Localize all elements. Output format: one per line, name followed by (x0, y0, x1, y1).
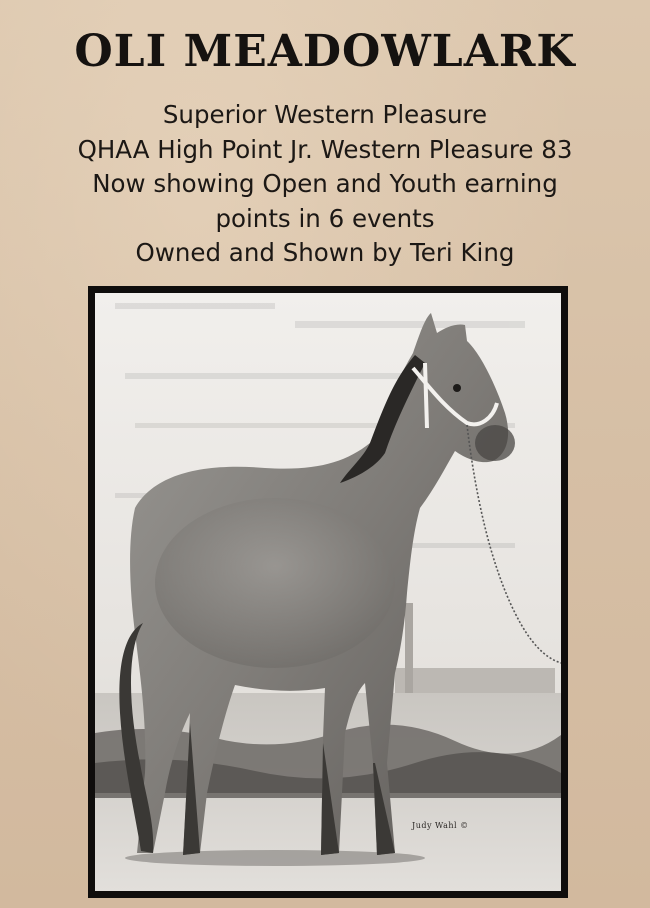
ad-description (0, 98, 650, 271)
ad-line-5: Owned and Shown by Teri King (135, 238, 515, 267)
ad-line-1: Superior Western Pleasure (162, 100, 488, 129)
horse-name-title: OLI MEADOWLARK (74, 26, 576, 77)
photo-frame (88, 286, 568, 898)
horse-photo (95, 293, 561, 891)
photographer-signature: Judy Wahl © (412, 821, 469, 830)
ad-line-3: Now showing Open and Youth earning (92, 169, 558, 198)
ad-line-2: QHAA High Point Jr. Western Pleasure 83 (77, 134, 573, 164)
ad-line-4: points in 6 events (215, 203, 435, 233)
horse-image (95, 293, 561, 891)
